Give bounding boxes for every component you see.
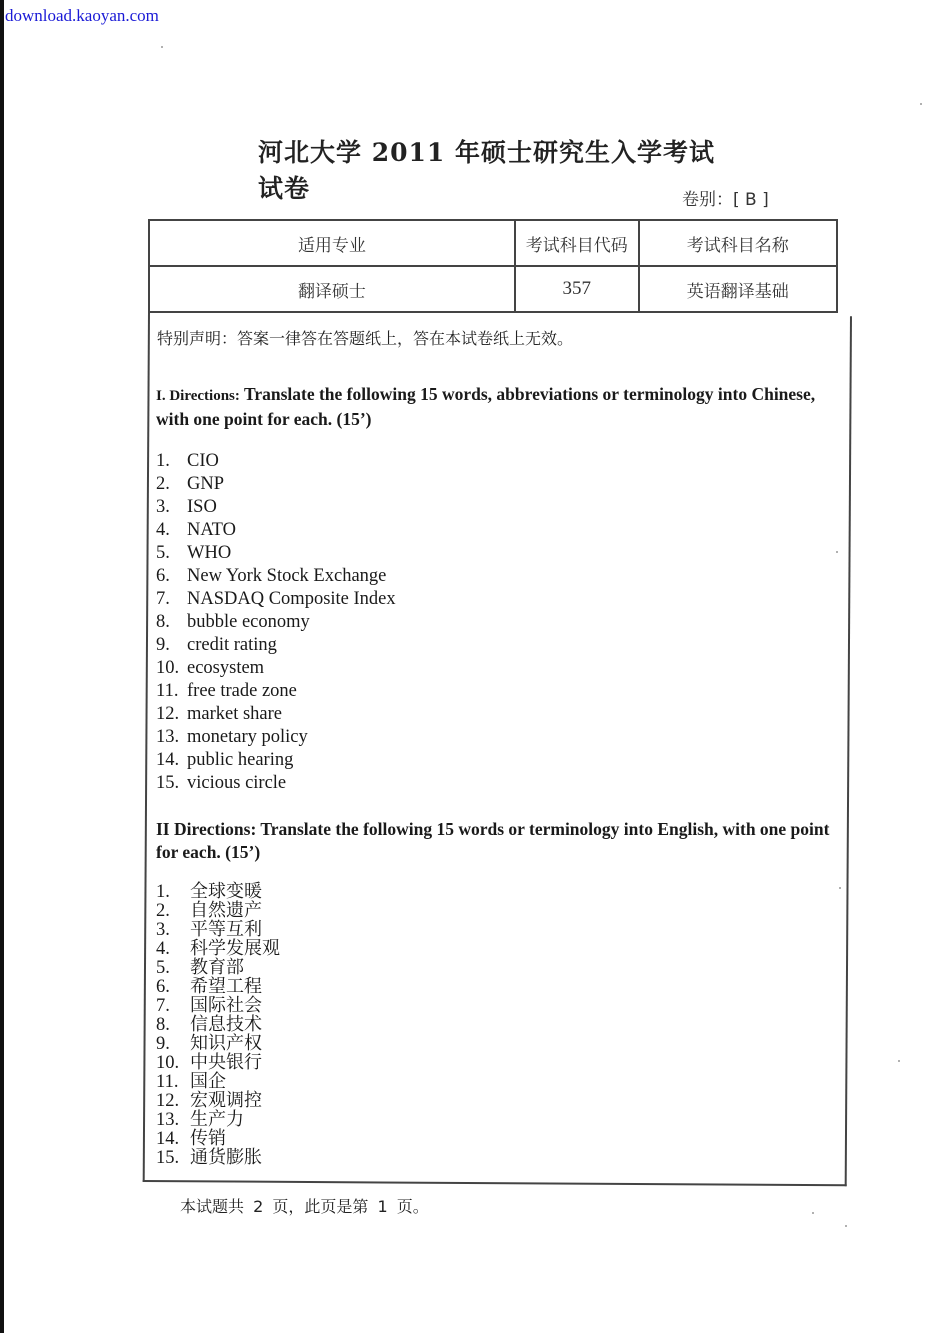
scan-speck (836, 551, 838, 553)
scan-speck (845, 1225, 847, 1227)
section-1-lead: I. Directions: (156, 388, 240, 404)
section-1-directions-text: Translate the following 15 words, abbreviations or terminology into Chinese, with one point for each. (15’) (156, 384, 816, 429)
info-table-value-row (149, 266, 837, 312)
special-notice: 特别声明：答案一律答在答题纸上，答在本试卷纸上无效。 (157, 329, 574, 348)
list-item: 11. free trade zone (156, 681, 297, 701)
header-subject-code: 考试科目代码 (515, 220, 639, 266)
list-item: 15. vicious circle (156, 773, 287, 793)
section-2-term-list (156, 882, 280, 1167)
watermark-link[interactable]: download.kaoyan.com (5, 6, 159, 25)
section-2-directions: II Directions: Translate the following 15 words or terminology into English, with one point for each. (15’) (156, 819, 830, 862)
list-item: 9. 知识产权 (156, 1033, 262, 1054)
info-table-header-row (149, 220, 837, 266)
list-item: 10. ecosystem (156, 658, 265, 678)
list-item: 11. 国企 (156, 1071, 226, 1092)
list-item: 2. 自然遗产 (156, 900, 262, 921)
list-item: 10. 中央银行 (156, 1052, 262, 1073)
paper-version-label: 卷别：[ B ] (682, 190, 769, 210)
exam-info-table (148, 219, 838, 313)
value-subject-code: 357 (515, 266, 639, 312)
value-subject-name: 英语翻译基础 (639, 266, 837, 312)
scan-speck (898, 1060, 900, 1062)
list-item: 1. CIO (156, 451, 219, 471)
header-applicable-major: 适用专业 (149, 220, 515, 266)
header-subject-name: 考试科目名称 (639, 220, 837, 266)
list-item: 1. 全球变暖 (156, 881, 262, 902)
list-item: 14. 传销 (156, 1128, 226, 1149)
list-item: 13. 生产力 (156, 1109, 244, 1130)
list-item: 5. WHO (156, 543, 232, 563)
list-item: 12. 宏观调控 (156, 1090, 262, 1111)
list-item: 7. 国际社会 (156, 995, 262, 1016)
list-item: 12. market share (156, 704, 283, 724)
list-item: 2. GNP (156, 474, 225, 494)
list-item: 3. ISO (156, 497, 217, 517)
scan-speck (839, 887, 841, 889)
page-count-footer: 本试题共 2 页，此页是第 1 页。 (180, 1197, 429, 1216)
list-item: 8. 信息技术 (156, 1014, 262, 1035)
list-item: 13. monetary policy (156, 727, 308, 747)
exam-title: 河北大学 2011 年硕士研究生入学考试试卷 (258, 138, 715, 203)
scan-speck (920, 103, 922, 105)
section-1-word-list (156, 450, 396, 795)
scan-speck (812, 1212, 814, 1214)
list-item: 7. NASDAQ Composite Index (156, 589, 396, 609)
list-item: 5. 教育部 (156, 957, 244, 978)
list-item: 6. New York Stock Exchange (156, 566, 387, 586)
list-item: 3. 平等互利 (156, 919, 262, 940)
value-applicable-major: 翻译硕士 (149, 266, 515, 312)
list-item: 8. bubble economy (156, 612, 310, 632)
scan-edge-shadow (0, 0, 4, 1333)
scan-speck (161, 46, 163, 48)
list-item: 4. 科学发展观 (156, 938, 280, 959)
list-item: 9. credit rating (156, 635, 277, 655)
list-item: 15. 通货膨胀 (156, 1147, 262, 1168)
list-item: 14. public hearing (156, 750, 294, 770)
list-item: 4. NATO (156, 520, 236, 540)
section-1-directions (156, 383, 836, 431)
list-item: 6. 希望工程 (156, 976, 262, 997)
